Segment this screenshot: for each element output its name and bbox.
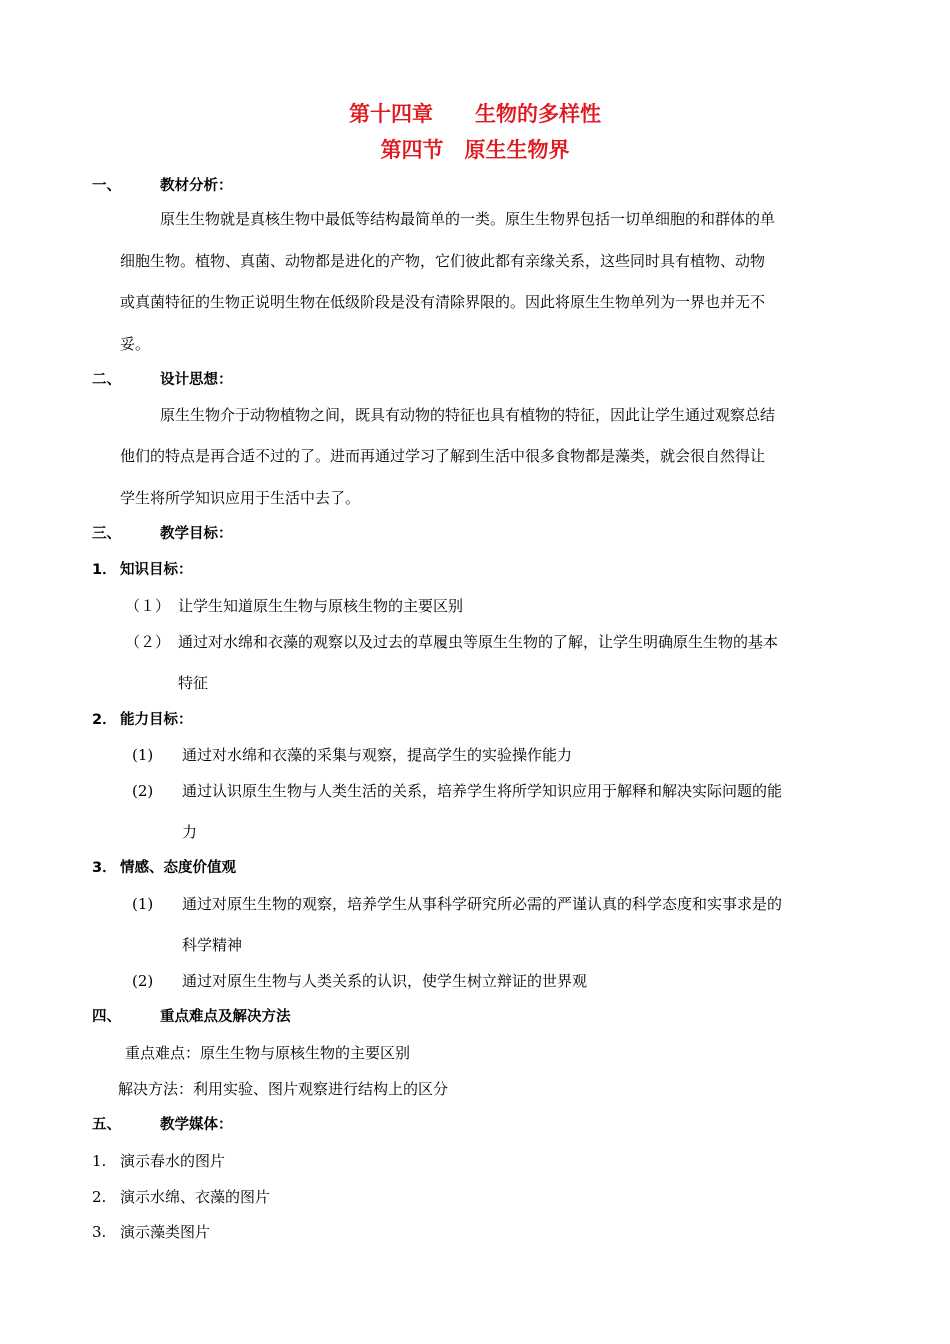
list-item-number: (1): [132, 895, 154, 913]
media-item-text: 演示春水的图片: [120, 1152, 226, 1170]
list-item-number: (2): [132, 972, 154, 990]
paragraph-line: 细胞生物。植物、真菌、动物都是进化的产物，它们彼此都有亲缘关系，这些同时具有植物、动物: [120, 252, 766, 270]
media-item-text: 演示藻类图片: [120, 1223, 211, 1241]
list-item-text: 让学生知道原生生物与原核生物的主要区别: [178, 597, 464, 615]
section-3-heading: 教学目标：: [160, 526, 233, 542]
list-item-text: 通过对水绵和衣藻的采集与观察，提高学生的实验操作能力: [182, 746, 573, 764]
paragraph-line: 原生生物介于动物植物之间，既具有动物的特征也具有植物的特征，因此让学生通过观察总结: [160, 406, 776, 424]
list-item-text: 通过认识原生生物与人类生活的关系，培养学生将所学知识应用于解释和解决实际问题的能: [182, 782, 783, 800]
objective-ability-number: 2．: [92, 712, 117, 728]
paragraph-line: 妥。: [120, 335, 151, 353]
section-2-heading: 设计思想：: [160, 372, 233, 388]
section-1-number: 一、: [92, 178, 121, 194]
paragraph-line: 或真菌特征的生物正说明生物在低级阶段是没有清除界限的。因此将原生生物单列为一界也并无不: [120, 293, 766, 311]
chapter-title: 第十四章 生物的多样性: [349, 102, 601, 126]
list-item-text: 科学精神: [182, 936, 243, 954]
paragraph-line: 学生将所学知识应用于生活中去了。: [120, 489, 361, 507]
section-1-heading: 教材分析：: [160, 178, 233, 194]
section-4-number: 四、: [92, 1009, 121, 1025]
solution-text: 解决方法：利用实验、图片观察进行结构上的区分: [118, 1080, 449, 1098]
list-item-text: 通过对水绵和衣藻的观察以及过去的草履虫等原生生物的了解，让学生明确原生生物的基本: [178, 633, 779, 651]
section-2-number: 二、: [92, 372, 121, 388]
list-item-number: (1): [132, 746, 154, 764]
section-3-number: 三、: [92, 526, 121, 542]
list-item-number: （２）: [125, 633, 171, 651]
paragraph-line: 原生生物就是真核生物中最低等结构最简单的一类。原生生物界包括一切单细胞的和群体的单: [160, 210, 776, 228]
list-item-text: 通过对原生生物的观察，培养学生从事科学研究所必需的严谨认真的科学态度和实事求是的: [182, 895, 783, 913]
section-5-number: 五、: [92, 1117, 121, 1133]
objective-emotion-number: 3．: [92, 860, 117, 876]
list-item-number: (2): [132, 782, 154, 800]
section-5-heading: 教学媒体：: [160, 1117, 233, 1133]
list-item-text: 特征: [178, 674, 209, 692]
list-item-text: 通过对原生生物与人类关系的认识，使学生树立辩证的世界观: [182, 972, 588, 990]
section-title: 第四节 原生生物界: [380, 138, 570, 162]
media-item-number: 2.: [92, 1188, 107, 1206]
section-4-heading: 重点难点及解决方法: [160, 1009, 291, 1025]
key-point-text: 重点难点：原生生物与原核生物的主要区别: [125, 1044, 411, 1062]
objective-knowledge-number: 1．: [92, 562, 117, 578]
objective-ability-heading: 能力目标：: [120, 712, 193, 728]
media-item-number: 3.: [92, 1223, 107, 1241]
list-item-number: （１）: [125, 597, 171, 615]
list-item-text: 力: [182, 823, 198, 841]
media-item-text: 演示水绵、衣藻的图片: [120, 1188, 271, 1206]
paragraph-line: 他们的特点是再合适不过的了。进而再通过学习了解到生活中很多食物都是藻类，就会很自然得让: [120, 447, 766, 465]
objective-knowledge-heading: 知识目标：: [120, 562, 193, 578]
media-item-number: 1.: [92, 1152, 107, 1170]
objective-emotion-heading: 情感、态度价值观: [120, 860, 236, 876]
